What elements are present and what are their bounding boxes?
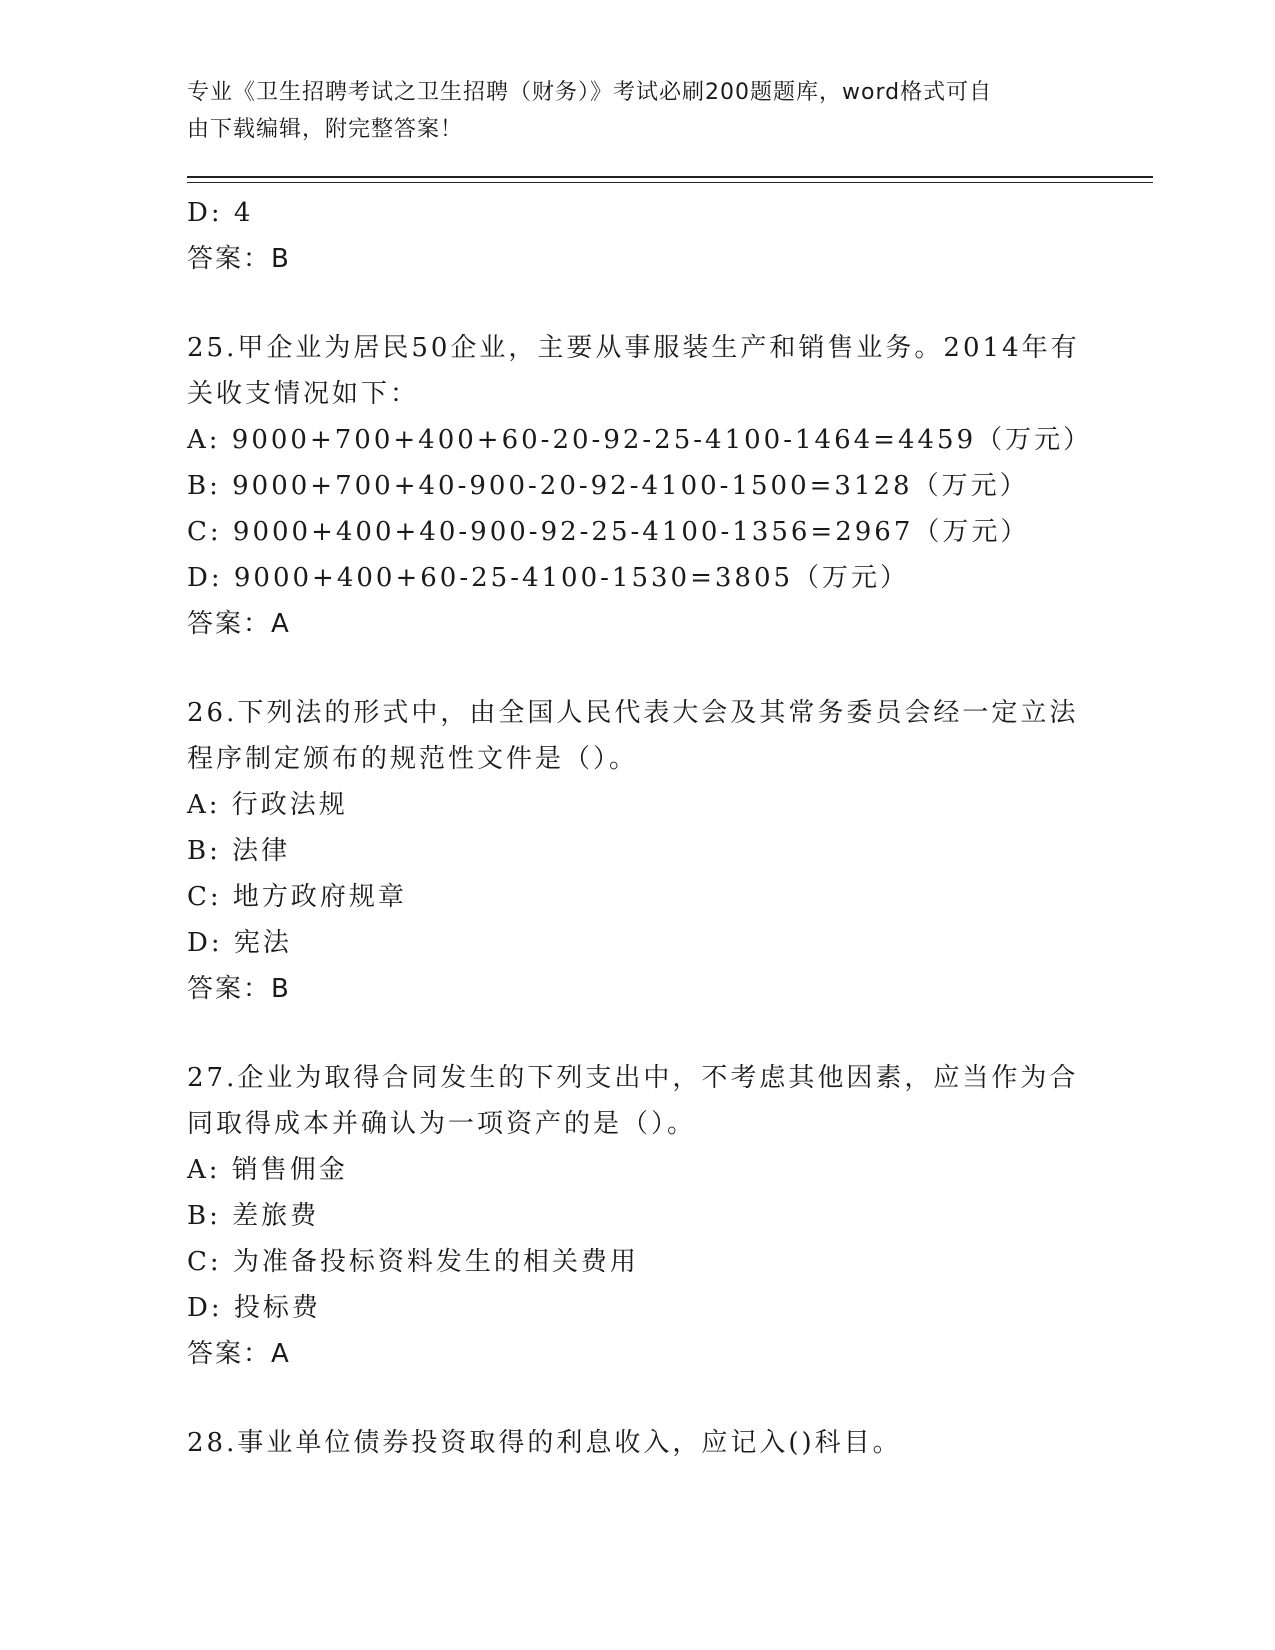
question-stem-line: 同取得成本并确认为一项资产的是（）。	[187, 1109, 697, 1139]
question-stem-line: 25.甲企业为居民50企业，主要从事服装生产和销售业务。2014年有	[187, 333, 1080, 363]
option-d: D: 4	[187, 198, 254, 228]
question-stem-line: 26.下列法的形式中，由全国人民代表大会及其常务委员会经一定立法	[187, 698, 1079, 728]
header-line-1: 专业《卫生招聘考试之卫生招聘（财务）》考试必刷200题题库，word格式可自	[187, 80, 993, 105]
answer-line: 答案：A	[187, 609, 291, 639]
question-stem-line: 27.企业为取得合同发生的下列支出中，不考虑其他因素，应当作为合	[187, 1063, 1079, 1093]
option-d: D: 宪法	[187, 928, 292, 958]
option-b: B: 9000+700+40-900-20-92-4100-1500=3128（万元）	[187, 471, 1029, 501]
option-b: B: 差旅费	[187, 1201, 320, 1231]
question-stem-line: 关收支情况如下：	[187, 379, 420, 409]
option-c: C: 9000+400+40-900-92-25-4100-1356=2967（万元）	[187, 517, 1030, 547]
option-a: A: 销售佣金	[187, 1155, 348, 1185]
question-26	[187, 690, 1087, 1012]
option-a: A: 9000+700+400+60-20-92-25-4100-1464=4459（万元）	[187, 425, 1093, 455]
spacer	[187, 1377, 1087, 1420]
document-header	[187, 74, 1067, 148]
document-body	[187, 190, 1093, 1466]
answer-line: 答案：B	[187, 244, 291, 274]
spacer	[187, 282, 1087, 325]
option-d: D: 投标费	[187, 1293, 321, 1323]
option-a: A: 行政法规	[187, 790, 348, 820]
header-line-2: 由下载编辑，附完整答案！	[187, 117, 464, 142]
question-stem-line: 28.事业单位债券投资取得的利息收入，应记入()科目。	[187, 1428, 902, 1458]
question-27	[187, 1055, 1087, 1377]
spacer	[187, 647, 1087, 690]
question-stem-line: 程序制定颁布的规范性文件是（）。	[187, 744, 639, 774]
header-rule-thick	[187, 176, 1153, 178]
option-b: B: 法律	[187, 836, 291, 866]
answer-line: 答案：B	[187, 974, 291, 1004]
question-28	[187, 1420, 1087, 1466]
option-c: C: 地方政府规章	[187, 882, 407, 912]
previous-question-tail	[187, 190, 1087, 282]
header-rule-thin	[187, 182, 1153, 183]
option-d: D: 9000+400+60-25-4100-1530=3805（万元）	[187, 563, 910, 593]
question-25	[187, 325, 1093, 647]
answer-line: 答案：A	[187, 1339, 291, 1369]
spacer	[187, 1012, 1087, 1055]
option-c: C: 为准备投标资料发生的相关费用	[187, 1247, 639, 1277]
